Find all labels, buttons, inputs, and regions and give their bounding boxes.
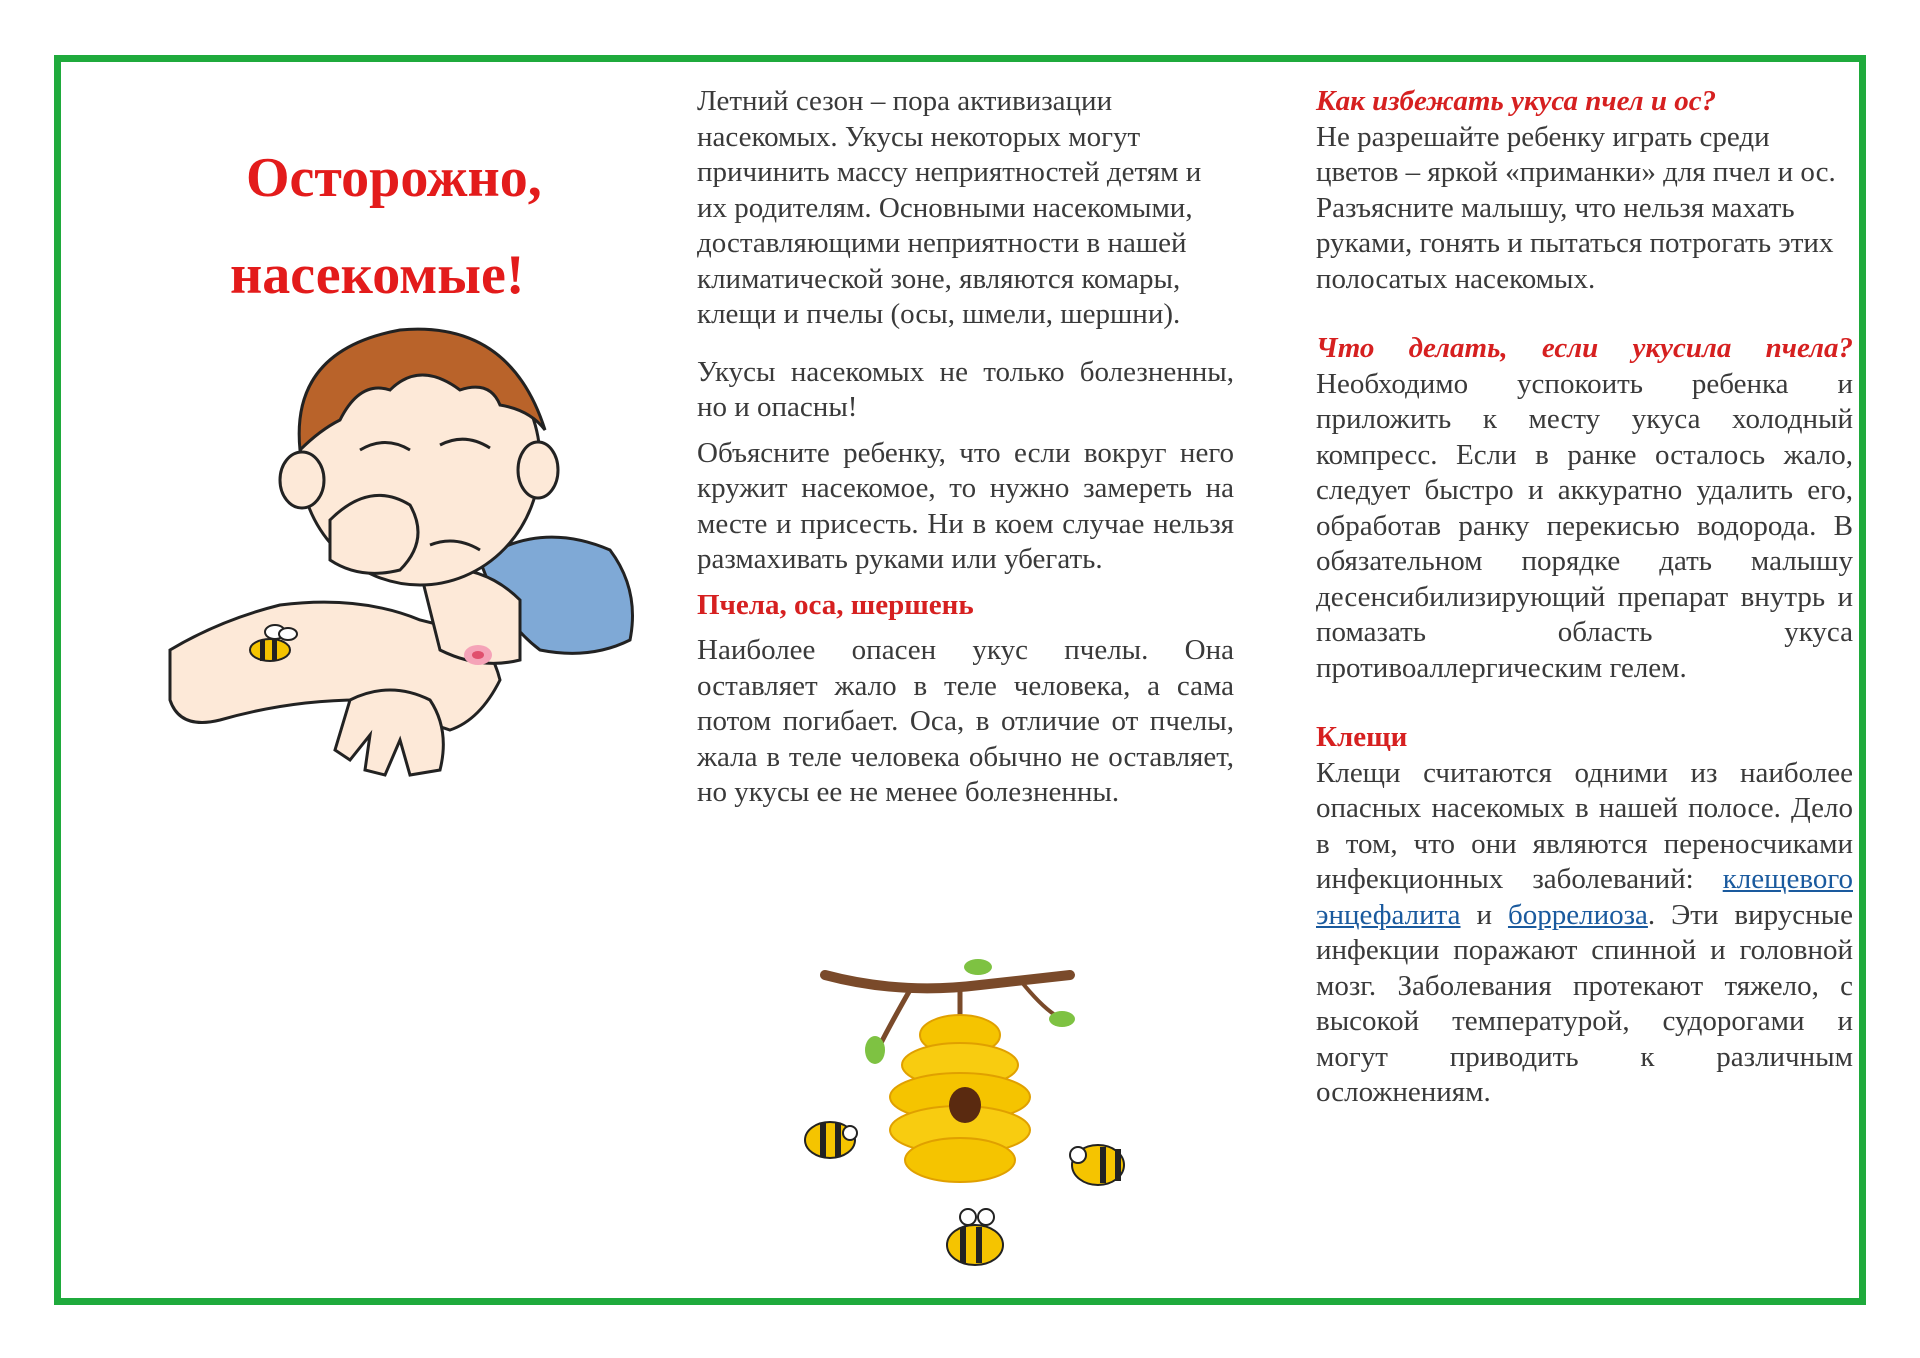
beehive-bees-illustration: [780, 955, 1160, 1275]
page-title-line1: Осторожно,: [246, 147, 542, 209]
ticks-paragraph: [1316, 756, 1853, 1111]
avoid-sting-heading: Как избежать укуса пчел и ос?: [1316, 85, 1717, 117]
bee-section-heading: Пчела, оса, шершень: [697, 588, 974, 621]
advice-paragraph: Объясните ребенку, что если вокруг него кружит насекомое, то нужно замереть на месте и присесть. Ни в коем случае нельзя размахивать руками или убегать.: [697, 436, 1234, 575]
danger-paragraph: Укусы насекомых не только болезненны, но и опасны!: [697, 355, 1234, 423]
bee-sting-paragraph: Необходимо успокоить ребенка и приложить к месту укуса холодный компресс. Если в ранке осталось жало, следует быстро и аккуратно удалить его, обработав ранку перекисью водорода. В обязательном порядке дать малышу десенсибилизирующий препарат внутрь и помазать область укуса противоаллергическим гелем.: [1316, 367, 1853, 684]
right-column: [1316, 84, 1853, 1111]
intro-paragraph: Летний сезон – пора активизации насекомых. Укусы некоторых могут причинить массу неприятностей детям и их родителям. Основными насекомыми, доставляющими неприятности в нашей климатической зоне, являются комары, клещи и пчелы (осы, шмели, шершни).: [697, 85, 1202, 330]
ticks-text-a: Клещи считаются одними из наиболее опасных насекомых в нашей полосе. Дело в том, что они являются переносчиками инфекционных заболеваний:: [1316, 756, 1853, 895]
borreliosis-link[interactable]: боррелиоза: [1507, 898, 1648, 931]
middle-column: [697, 84, 1234, 811]
page-title-line2: насекомые!: [230, 244, 525, 306]
ticks-heading: Клещи: [1316, 721, 1408, 753]
boy-bee-sting-illustration: [160, 320, 660, 790]
bee-sting-heading: Что делать, если укусила пчела?: [1316, 332, 1853, 364]
bee-paragraph: Наиболее опасен укус пчелы. Она оставляет жало в теле человека, а сама потом погибает. Оса, в отличие от пчелы, жала в теле человека обычно не оставляет, но укусы ее не менее болезненны.: [697, 634, 1234, 808]
avoid-sting-paragraph: Не разрешайте ребенку играть среди цветов – яркой «приманки» для пчел и ос. Разъясните малышу, что нельзя махать руками, гонять и пытаться потрогать этих полосатых насекомых.: [1316, 120, 1836, 295]
ticks-text-c: . Эти вирусные инфекции поражают спинной и головной мозг. Заболевания протекают тяжело, с высокой температурой, судорогами и могут приводить к различным осложнениям.: [1316, 898, 1853, 1108]
encephalitis-link[interactable]: клещевого энцефалита: [1316, 863, 1853, 931]
ticks-text-b: и: [1460, 898, 1508, 931]
